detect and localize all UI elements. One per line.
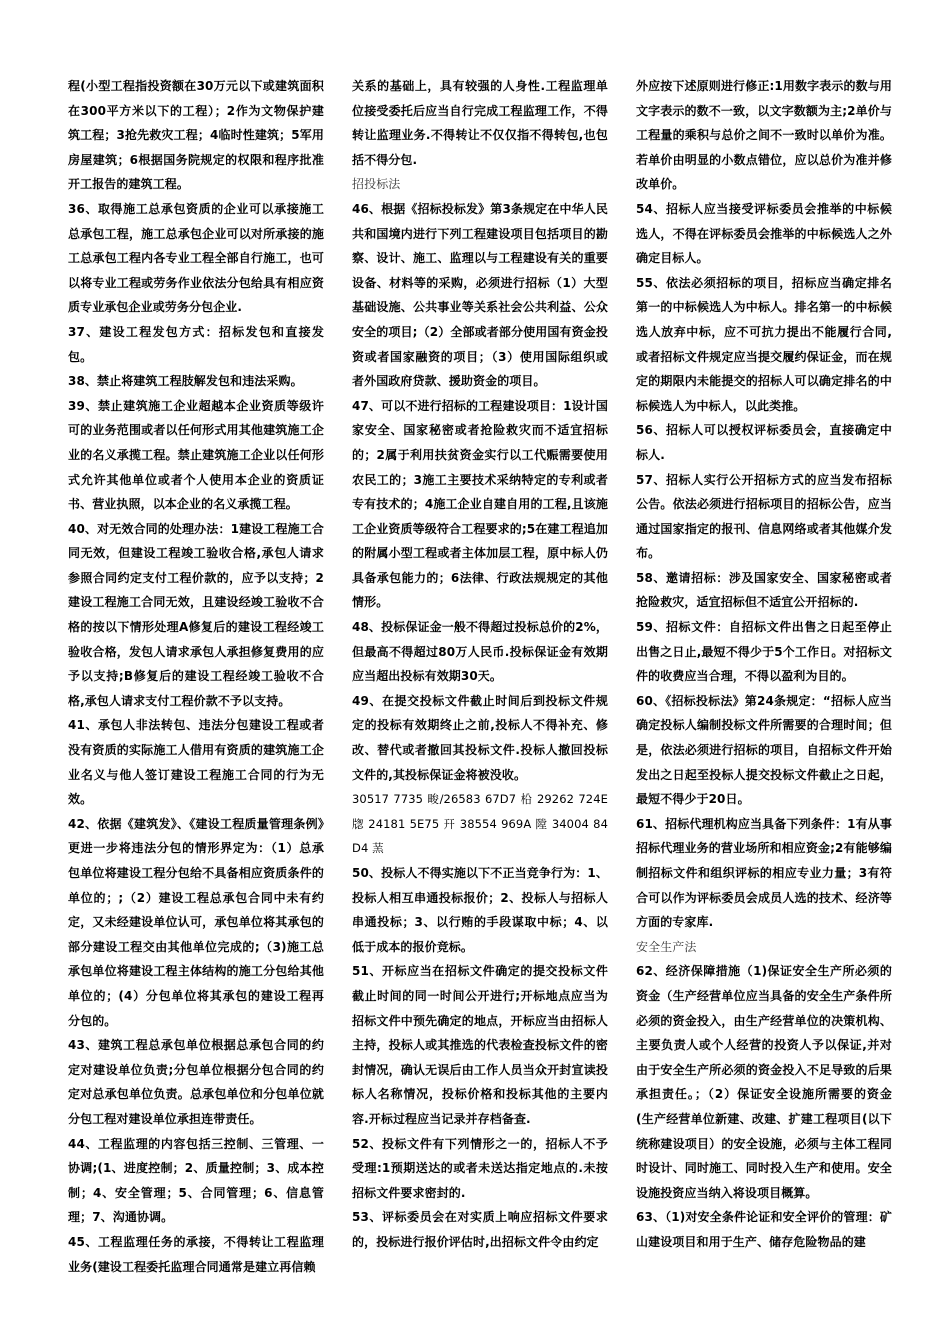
paragraph: 63、（1)对安全条件论证和安全评价的管理：矿山建设项目和用于生产、储存危险物品的建	[636, 1210, 892, 1249]
paragraph: 62、经济保障措施（1)保证安全生产所必须的资金（生产经营单位应当具备的安全生产条件所必须的资金投入，由生产经营单位的决策机构、主要负责人或个人经营的投资人予以保证,并对由于安全生产所必须的资金投入不足导致的后果承担责任。；（2）保证安全设施所需要的资金(生产经营单位新建、改建、扩建工程项目(以下统称建设项目）的安全设施，必须与主体工程同时设计、同时施工、同时投入生产和使用。安全设施投资应当纳入将设项目概算。	[636, 964, 892, 1200]
paragraph: 56、招标人可以授权评标委员会，直接确定中标人.	[636, 423, 892, 462]
paragraph: 49、在提交投标文件截止时间后到投标文件规定的投标有效期终止之前,投标人不得补充、修改、替代或者撤回其投标文件.投标人撤回投标文件的,其投标保证金将被没收。	[352, 693, 608, 782]
paragraph: 60、《招标投标法》第24条规定：“招标人应当确定投标人编制投标文件所需要的合理时间；但是，依法必须进行招标的项目，自招标文件开始发出之日起至投标人提交投标文件截止之日起，最短不得少于20日。	[636, 693, 892, 807]
section-heading: 安全生产法	[636, 939, 697, 954]
paragraph: 44、工程监理的内容包括三控制、三管理、一协调;(1、进度控制；2、质量控制；3、成本控制；4、安全管理；5、合同管理；6、信息管理；7、沟通协调。	[68, 1136, 324, 1225]
paragraph: 46、根据《招标投标发》第3条规定在中华人民共和国境内进行下列工程建设项目包括项目的勘察、设计、施工、监理以与工程建设有关的重要设备、材料等的采购，必须进行招标（1）大型基础设施、公共事业等关系社会公共利益、公众安全的项目;（2）全部或者部分使用国有资金投资或者国家融资的项目；（3）使用国际组织或者外国政府贷款、援助资金的项目。	[352, 201, 608, 389]
paragraph: 54、招标人应当接受评标委员会推举的中标候选人，不得在评标委员会推举的中标候选人之外确定目标人。	[636, 201, 892, 266]
paragraph: 程(小型工程指投资额在30万元以下或建筑面积在300平方米以下的工程）；2作为文物保护建筑工程；3抢先救灾工程；4临时性建筑；5军用房屋建筑；6根据国务院规定的权限和程序批准开工报告的建筑工程。	[68, 79, 324, 192]
paragraph: 37、建设工程发包方式：招标发包和直接发包。	[68, 324, 324, 364]
paragraph: 41、承包人非法转包、违法分包建设工程或者没有资质的实际施工人借用有资质的建筑施工企业名义与他人签订建设工程施工合同的行为无效。	[68, 718, 324, 807]
code-line: 30517 7735 畯/26583 67D7 柗 29262 724E 牎 24181 5E75 幵 38554 969A 隚 34004 84D4 蓔	[352, 792, 608, 856]
three-column-body	[68, 74, 892, 1279]
paragraph: 45、工程监理任务的承接，不得转让工程监理业务(建设工程委托监理合同通常是建立再信赖	[68, 1234, 324, 1274]
column-left	[68, 74, 324, 1279]
paragraph: 43、建筑工程总承包单位根据总承包合同的约定对建设单位负责;分包单位根据分包合同的约定对总承包单位负责。总承包单位和分包单位就分包工程对建设单位承担连带责任。	[68, 1038, 324, 1126]
paragraph: 50、投标人不得实施以下不正当竞争行为：1、投标人相互串通投标报价；2、投标人与招标人串通投标；3、以行贿的手段谋取中标；4、以低于成本的报价竞标。	[352, 866, 608, 954]
paragraph: 51、开标应当在招标文件确定的提交投标文件截止时间的同一时间公开进行;开标地点应当为招标文件中预先确定的地点，开标应当由招标人主持，投标人或其推选的代表检查投标文件的密封情况，确认无误后由工作人员当众开封宣读投标人名称情况，投标价格和投标其他的主要内容.开标过程应当记录并存档备查.	[352, 964, 608, 1126]
paragraph: 关系的基础上，具有较强的人身性.工程监理单位接受委托后应当自行完成工程监理工作，不得转让监理业务.不得转让不仅仅指不得转包,也包括不得分包.	[352, 79, 608, 167]
paragraph: 47、可以不进行招标的工程建设项目：1设计国家安全、国家秘密或者抢险救灾而不适宜招标的；2属于利用扶贫资金实行以工代赈需要使用农民工的；3施工主要技术采纳特定的专利或者专有技术的；4施工企业自建自用的工程,且该施工企业资质等级符合工程要求的;5在建工程追加的附属小型工程或者主体加层工程，原中标人仍具备承包能力的；6法律、行政法规规定的其他情形。	[352, 398, 608, 610]
paragraph: 57、招标人实行公开招标方式的应当发布招标公告。依法必须进行招标项目的招标公告，应当通过国家指定的报刊、信息网络或者其他媒介发布。	[636, 472, 892, 561]
paragraph: 55、依法必须招标的项目，招标应当确定排名第一的中标候选人为中标人。排名第一的中标候选人放弃中标，应不可抗力提出不能履行合同,或者招标文件规定应当提交履约保证金，而在规定的期限内未能提交的招标人可以确定排名的中标候选人为中标人，以此类推。	[636, 275, 892, 413]
section-heading: 招投标法	[352, 177, 401, 192]
paragraph: 42、依据《建筑发》、《建设工程质量管理条例》更进一步将违法分包的情形界定为：（1）总承包单位将建设工程分包给不具备相应资质条件的单位的；;（2）建设工程总承包合同中未有约定，又未经建设单位认可，承包单位将其承包的部分建设工程交由其他单位完成的;（3)施工总承包单位将建设工程主体结构的施工分包给其他单位的；(4）分包单位将其承包的建设工程再分包的。	[68, 816, 324, 1028]
paragraph: 53、评标委员会在对实质上响应招标文件要求的，投标进行报价评估时,出招标文件令由约定	[352, 1210, 608, 1249]
column-right	[636, 74, 892, 1279]
paragraph: 36、取得施工总承包资质的企业可以承接施工总承包工程，施工总承包企业可以对所承接的施工总承包工程内各专业工程全部自行施工，也可以将专业工程或劳务作业依法分包给具有相应资质专业承包企业或劳务分包企业.	[68, 201, 324, 315]
column-middle	[352, 74, 608, 1279]
paragraph: 58、邀请招标：涉及国家安全、国家秘密或者抢险救灾，适宜招标但不适宜公开招标的.	[636, 570, 892, 610]
paragraph: 40、对无效合同的处理办法：1建设工程施工合同无效，但建设工程竣工验收合格,承包人请求参照合同约定支付工程价款的，应予以支持；2建设工程施工合同无效，且建设经竣工验收不合格的按以下情形处理A修复后的建设工程经竣工验收合格，发包人请求承包人承担修复费用的应予以支持;B修复后的建设工程经竣工验收不合格,承包人请求支付工程价款不予以支持。	[68, 521, 324, 708]
paragraph: 52、投标文件有下列情形之一的，招标人不予受理:1预期送达的或者未送达指定地点的.未按招标文件要求密封的.	[352, 1136, 608, 1200]
paragraph: 59、招标文件：自招标文件出售之日起至停止出售之日止,最短不得少于5个工作日。对招标文件的收费应当合理，不得以盈利为目的。	[636, 620, 892, 684]
paragraph: 61、招标代理机构应当具备下列条件：1有从事招标代理业务的营业场所和相应资金;2有能够编制招标文件和组织评标的相应专业力量；3有符合可以作为评标委员会成员人选的技术、经济等方面的专家库.	[636, 816, 892, 930]
paragraph: 38、禁止将建筑工程肢解发包和违法采购。	[68, 374, 303, 389]
paragraph: 48、投标保证金一般不得超过投标总价的2%，但最高不得超过80万人民币.投标保证金有效期应当超出投标有效期30天。	[352, 620, 608, 684]
paragraph: 外应按下述原则进行修正:1用数字表示的数与用文字表示的数不一致，以文字数额为主;2单价与工程量的乘积与总价之间不一致时以单价为准。若单价由明显的小数点错位，应以总价为准并修改单价。	[636, 79, 892, 192]
paragraph: 39、禁止建筑施工企业超越本企业资质等级许可的业务范围或者以任何形式用其他建筑施工企业的名义承揽工程。禁止建筑施工企业以任何形式允许其他单位或者个人使用本企业的资质证书、营业执照，以本企业的名义承揽工程。	[68, 398, 324, 512]
